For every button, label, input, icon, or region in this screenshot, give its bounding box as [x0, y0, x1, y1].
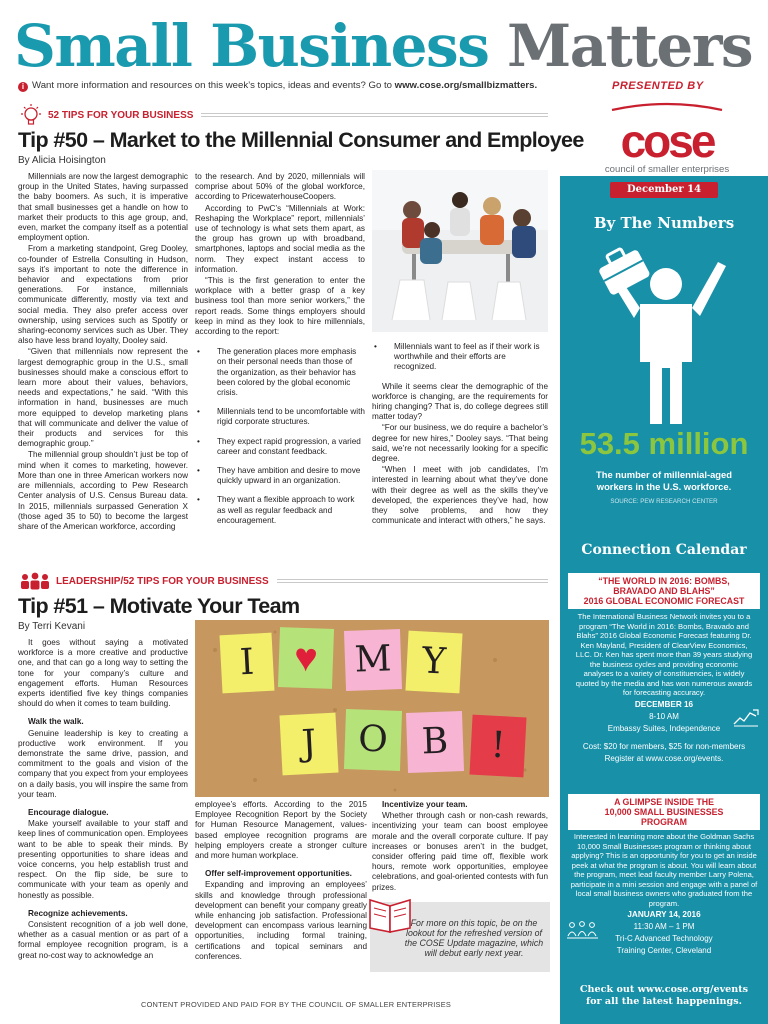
sticky-note: M: [344, 629, 402, 691]
event1-cost: Cost: $20 for members, $25 for non-members: [582, 742, 746, 751]
by-the-numbers-title: By The Numbers: [593, 214, 735, 232]
office-meeting-photo: [372, 170, 548, 332]
stat-value: 53.5 million: [579, 426, 749, 461]
tip50-bullet-list-2: [372, 342, 548, 373]
paragraph: Consistent recognition of a job well done, whether as a casual mention or as part of a formal employee recognition program, is a great no-cost way to acknowledge an: [18, 920, 188, 960]
list-item: • They want a flexible approach to work as well as regular feedback and encouragement.: [195, 495, 365, 526]
tip51-section-header: [18, 572, 548, 590]
tip50-bullet-list: [195, 347, 365, 526]
event2-time: 11:30 AM – 1 PM: [633, 922, 695, 931]
lightbulb-icon: [18, 104, 44, 126]
subhead-incentivize: Incentivize your team.: [382, 800, 468, 809]
corkboard-photo: [195, 620, 549, 797]
event2-title-line3: PROGRAM: [641, 817, 687, 827]
list-item: • Millennials tend to be uncomfortable with rigid corporate structures.: [195, 407, 365, 427]
event2-description: Interested in learning more about the Goldman Sachs 10,000 Small Businesses program or thinking about applying? This is an opportunity for you to get an inside peek at what the program is about. You will learn about the program, meet lead faculty member Larry Polena, participate in a mini session and engage with a panel of local small business owners who graduated from the program.: [570, 832, 758, 908]
paragraph: From a marketing standpoint, Greg Dooley, co-founder of Estrella Consulting in Hudson, says it’s important to note the difference in behavior and expectations from prior generations. For instance, millennials communicate differently, mostly via text and social media. They also prefer access over ownership, using services such as Spotify or sharing-economy services such as Uber. They also have less brand loyalty, Dooley said.: [18, 244, 188, 346]
tip50-section-header: [18, 104, 548, 126]
meeting-photo-image: [372, 170, 548, 332]
event1-title-line3: 2016 GLOBAL ECONOMIC FORECAST: [583, 596, 745, 606]
date-pill: December 14: [610, 182, 718, 198]
events-footer-line2: for all the latest happenings.: [586, 996, 742, 1007]
paragraph: to the research. And by 2020, millennials will comprise about 50% of the global workforce, according to PricewaterhouseCoopers.: [195, 172, 365, 202]
subhead-recognize: Recognize achievements.: [28, 908, 128, 918]
logo-swoosh-icon: [592, 101, 742, 111]
worker-with-briefcase-icon: [594, 238, 734, 428]
logo-subtitle: council of smaller enterprises: [604, 164, 730, 175]
tip51-column-2: [195, 800, 367, 980]
paragraph: employee’s efforts. According to the 2015 Employee Recognition Report by the Society for Human Resource Management, values-based employee recognition programs are helping employers create a stronger culture and more human workplace.: [195, 800, 367, 861]
stat-description: The number of millennial-aged workers in the U.S. workforce.: [596, 469, 732, 492]
event1-date: DECEMBER 16: [634, 700, 694, 709]
paragraph: Make yourself available to your staff and keep lines of communication open. Employees want to be able to speak their minds. By presenting opportunities to share ideas and voice concerns, you help establish trust and respect. On the flip side, be sure to communicate with your team as openly and honestly as possible.: [18, 819, 188, 900]
info-icon: i: [18, 82, 28, 92]
events-footer: [560, 984, 768, 1008]
paragraph: Expanding and improving an employees’ skills and knowledge through professional development can benefit your company greatly while enhancing job satisfaction. Professional development can encompass various learning opportunities, including formal training, certifications and topical seminars and conferences.: [195, 880, 367, 961]
paragraph: Millennials are now the largest demographic group in the United States, having surpassed the baby boomers. As such, it is imperative that small businesses get a handle on how to market their products to this age group, and, even, market the company itself as a potential employment option.: [18, 172, 188, 243]
subhead-dialogue: Encourage dialogue.: [28, 808, 109, 818]
sticky-note: !: [469, 715, 526, 778]
event2-title-line2: 10,000 SMALL BUSINESSES: [604, 807, 724, 817]
page-footer: CONTENT PROVIDED AND PAID FOR BY THE COUNCIL OF SMALLER ENTERPRISES: [141, 1000, 451, 1009]
event1-register-link[interactable]: Register at www.cose.org/events.: [604, 754, 724, 763]
event1-place: Embassy Suites, Independence: [607, 724, 721, 733]
logo-word: cose: [620, 115, 714, 167]
event2-place-line2: Training Center, Cleveland: [616, 946, 712, 955]
event2-date: JANUARY 14, 2016: [627, 910, 701, 919]
list-item: • They have ambition and desire to move quickly upward in an organization.: [195, 466, 365, 486]
paragraph: According to PwC’s “Millennials at Work: Reshaping the Workplace” report, millennials’ use of technology is what sets them apart, as the group has grown up with broadband, smartphones, laptops and social media as the norm. They expect instant access to information.: [195, 203, 365, 274]
masthead-part2: Matters: [507, 12, 753, 80]
tip50-column-1: [18, 172, 188, 562]
connection-calendar-title: Connection Calendar: [581, 542, 747, 558]
info-lead: Want more information and resources on this week’s topics, ideas and events? Go to: [32, 80, 395, 91]
info-line: [18, 80, 537, 92]
event2-title-line1: A GLIMPSE INSIDE THE: [614, 797, 714, 807]
paragraph: “When I meet with job candidates, I’m interested in learning about what they’ve done with their degree as well as the skills they’ve developed, the experiences they’ve had, how they solve problems, and how they communicate and interact with others,” he says.: [372, 465, 548, 526]
tip50-title: Tip #50 – Market to the Millennial Consumer and Employee: [18, 128, 584, 152]
tip50-section-label: 52 TIPS FOR YOUR BUSINESS: [48, 109, 194, 121]
section-rule: [201, 113, 548, 117]
list-item: • The generation places more emphasis on their personal needs than those of the organization, as their behavior has been colored by the global economic crisis.: [195, 347, 365, 398]
masthead: [14, 14, 752, 78]
paragraph: “Given that millennials now represent the largest demographic group in the U.S., small businesses should make a conscious effort to learn more about their values, behaviors, needs and expectations,” he said. “With this information in hand, businesses are much more equipped to develop marketing plans that will communicate and deliver the value of their products and services for this demographic group.”: [18, 347, 188, 449]
info-url-link[interactable]: www.cose.org/smallbizmatters.: [394, 80, 538, 91]
list-item: • Millennials want to feel as if their work is worthwhile and their efforts are recognized.: [372, 342, 548, 373]
paragraph: Genuine leadership is key to creating a productive work environment. If you demonstrate the same drive, passion, and commitment to the goals and vision of the company that you expect from your employees on a daily basis, you will inspire the same from your team.: [18, 728, 188, 799]
sticky-note: O: [344, 709, 402, 771]
event1-time: 8-10 AM: [649, 712, 679, 721]
subhead-walk: Walk the walk.: [28, 717, 84, 727]
magazine-note-text: For more on this topic, be on the lookout for the refreshed version of the COSE Update magazine, which will debut early next year.: [404, 918, 544, 958]
event1-description: The International Business Network invites you to a program “The World in 2016: Bombs, Bravado and Blahs” 2016 Global Economic Forecast featuring Dr. Ken Mayland, President of ClearView Economics, LLC. Dr. Ken has spent more than 39 years studying the business cycles and providing economic analyses to a variety of constituencies, is widely quoted by the media and has won numerous awards for forecasting accuracy.: [575, 612, 753, 697]
sticky-note: J: [279, 713, 338, 776]
event2-place-line1: Tri-C Advanced Technology: [615, 934, 713, 943]
sticky-note: I: [220, 633, 275, 694]
paragraph: It goes without saying a motivated workforce is a more creative and productive one, and that can go a long way to setting the tone for your company’s culture and engagement efforts. Human Resources experts identified five key things companies should do when it comes to team building.: [18, 638, 188, 709]
section-rule: [277, 579, 548, 583]
tip51-column-1: [18, 638, 188, 983]
paragraph: The millennial group shouldn’t just be top of mind when it comes to marketing, however. More than one in three American workers now are millennials, according to Pew Research Center analysis of U.S. Census Bureau data. In 2015, millennials surpassed Generation X (those aged 35 to 50) to become the largest share of the American workforce, according: [18, 450, 188, 531]
event1-title-line2: BRAVADO AND BLAHS”: [613, 586, 715, 596]
tip51-title: Tip #51 – Motivate Your Team: [18, 594, 300, 618]
team-people-icon: [18, 572, 52, 590]
tip51-column-3: [372, 800, 548, 900]
paragraph: “This is the first generation to enter the workplace with a better grasp of a key business tool than more senior workers,” the report reads. Some things employers should keep in mind as they look to hire millennials, according to the report:: [195, 276, 365, 337]
event1-title-box: [568, 573, 760, 609]
tip50-column-3: [372, 342, 548, 527]
sticky-note: Y: [405, 631, 462, 694]
paragraph: While it seems clear the demographic of the workforce is changing, are the requirements for hiring changing? That is, do college degrees still matter today?: [372, 381, 548, 422]
subhead-self-improvement: Offer self-improvement opportunities.: [205, 869, 352, 879]
cose-logo: [592, 98, 742, 175]
tip51-byline: By Terri Kevani: [18, 621, 86, 632]
sticky-note-heart: ♥: [278, 627, 334, 689]
events-footer-line1[interactable]: Check out www.cose.org/events: [579, 984, 749, 995]
chart-trend-icon: [732, 706, 760, 728]
event2-title-box: [568, 794, 760, 830]
magazine-note-box: [370, 902, 550, 972]
stat-source: SOURCE: PEW RESEARCH CENTER: [610, 498, 718, 505]
event1-title-line1: “THE WORLD IN 2016: BOMBS,: [598, 576, 730, 586]
paragraph: Whether through cash or non-cash rewards, incentivizing your team can boost employee morale and the overall corporate culture. If pay increases or bonuses aren’t in the budget, consider offering paid time off, flexible work hours, remote work opportunities, employee celebrations, and goal-oriented contests with fun prizes.: [372, 811, 548, 892]
list-item: • They expect rapid progression, a varied career and constant feedback.: [195, 437, 365, 457]
sidebar: [560, 176, 768, 1024]
tip50-byline: By Alicia Hoisington: [18, 155, 106, 166]
tip50-column-2: [195, 172, 365, 562]
masthead-part1: Small Business: [14, 12, 508, 80]
tip51-section-label: LEADERSHIP/52 TIPS FOR YOUR BUSINESS: [56, 575, 269, 587]
paragraph: “For our business, we do require a bachelor’s degree for new hires,” Dooley says. “That being said, we’re not necessarily looking for a specific degree.: [372, 423, 548, 464]
presented-by: PRESENTED BY: [612, 80, 704, 92]
sticky-note: B: [406, 711, 464, 773]
